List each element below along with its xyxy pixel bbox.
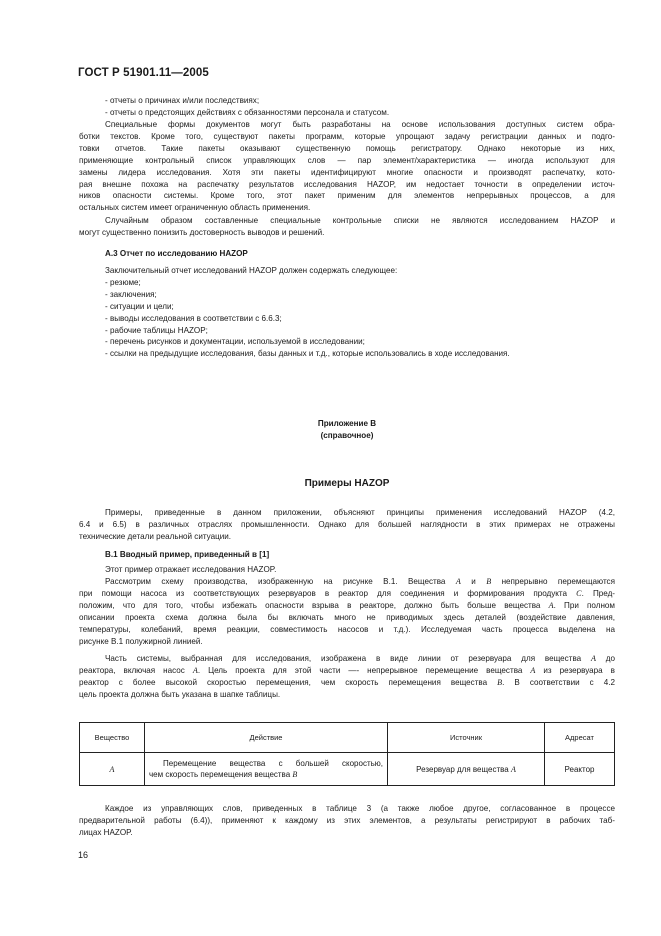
text-line: Каждое из управляющих слов, приведенных в таблице 3 (а также любое другое, согласованное в процессе <box>105 804 615 813</box>
text-line: при помощи насоса из соответствующих резервуаров в реактор для соединения и формирования продукта С. Пред- <box>79 588 615 598</box>
text-line: ботки текстов. Кроме того, существуют пакеты программ, которые упрощают задачу регистрации данных и подго- <box>79 131 615 141</box>
text-line: остальных систем имеет ограниченную область применения. <box>79 203 311 213</box>
text-line: Специальные формы документов могут быть разработаны на основе использования доступных систем обра- <box>105 120 615 129</box>
table-header-row <box>80 723 615 753</box>
section-a3-intro: Заключительный отчет исследований HAZOP должен содержать следующее: <box>105 266 398 275</box>
text-line: описании проекта схема должна была бы включать много не приводимых здесь деталей (воздействие давления, <box>79 612 615 622</box>
text-line: предварительной работы (6.4)), применяют к каждому из этих элементов, а результаты регистрируют в рабочих таб- <box>79 815 615 825</box>
text-line: товки отчетов. Такие пакеты оказывают существенную помощь регистратору. Однако некоторые из них, <box>79 143 615 153</box>
text-line: Рассмотрим схему производства, изображенную на рисунке В.1. Вещества А и В непрерывно перемещаются <box>105 577 615 586</box>
text-line: рая внешне похожа на распечатку результатов исследования HAZOP, им недостает точности в определении источ- <box>79 179 615 189</box>
paragraph-examples <box>79 507 615 543</box>
text-line: температуры, колебаний, время реакции, совместимость насосов и т.д.). Исследуемая часть процесса выделена на <box>79 624 615 634</box>
list-item: - ссылки на предыдущие исследования, базы данных и т.д., которые использовались в ходе исследования. <box>105 349 510 359</box>
text-line: 6.4 и 6.5) в различных отраслях промышленности. Однако для большей наглядности в этих примерах не отражены <box>79 519 615 529</box>
appendix-title: Примеры HAZOP <box>304 478 390 489</box>
list-item: - перечень рисунков и документации, используемой в исследовании; <box>105 337 365 347</box>
hazop-table <box>79 722 615 786</box>
section-b1-intro: Этот пример отражает исследования HAZOP. <box>105 565 277 574</box>
appendix-kind: (справочное) <box>320 431 374 440</box>
table-header: Адресат <box>545 723 615 753</box>
report-list <box>105 95 614 119</box>
section-a3-title: А.3 Отчет по исследованию HAZOP <box>105 249 248 258</box>
table-cell-source: Резервуар для вещества А <box>388 753 545 786</box>
list-item: - выводы исследования в соответствии с 6.6.3; <box>105 313 282 323</box>
table-header: Действие <box>145 723 388 753</box>
list-item: - отчеты о предстоящих действиях с обязанностями персонала и статусом. <box>105 107 390 117</box>
text-line: Примеры, приведенные в данном приложении, объясняют принципы применения исследований HAZOP (4.2, <box>105 508 615 517</box>
text-line: реактора, включая насос А. Цель проекта для этой части —- непрерывное перемещение вещества А из резервуара в <box>79 665 615 675</box>
paragraph-final <box>79 803 615 839</box>
list-item: - заключения; <box>105 289 157 299</box>
section-a3-body <box>105 265 614 360</box>
list-item: - ситуации и цели; <box>105 301 174 311</box>
list-item: - отчеты о причинах и/или последствиях; <box>105 96 260 105</box>
table-cell-action: Перемещение вещества с большей скоростью, чем скорость перемещения вещества В <box>145 753 388 786</box>
section-b1-title: В.1 Вводный пример, приведенный в [1] <box>105 550 270 559</box>
text-line: применяющие контрольный список управляющих слов — пар элемент/характеристика — иногда используют для <box>79 155 615 165</box>
paragraph-scheme <box>79 576 615 647</box>
list-item: - рабочие таблицы HAZOP; <box>105 325 208 335</box>
text-line: ников опасности системы. Кроме того, этот пакет применим для элементов непрерывных процессов, а для <box>79 191 615 201</box>
document-header: ГОСТ Р 51901.11—2005 <box>78 67 209 79</box>
table-header: Вещество <box>80 723 145 753</box>
page-number: 16 <box>78 850 89 860</box>
text-line: цель проекта должна быть указана в шапке таблицы. <box>79 689 281 699</box>
text-line: положим, что для того, чтобы избежать опасности взрыва в реакторе, должно быть больше вещества А. При полном <box>79 600 615 610</box>
text-line: лицах HAZOP. <box>79 827 133 837</box>
paragraph-part <box>79 653 615 701</box>
paragraph-random-lists <box>79 215 615 239</box>
text-line: Случайным образом составленные специальные контрольные списки не являются исследованием HAZOP и <box>105 216 615 225</box>
text-line: рисунке В.1 полужирной линией. <box>79 636 203 646</box>
table-header: Источник <box>388 723 545 753</box>
text-line: замены лидера исследования. Хотя эти пакеты идентифицируют многие опасности и производят распечатку, кото- <box>79 167 615 177</box>
table-row <box>80 753 615 786</box>
paragraph-special-forms <box>79 119 615 214</box>
text-line: реактор с более высокой скоростью перемещения, чем скорость перемещения вещества В. В соответствии с 4.2 <box>79 677 615 687</box>
appendix-label: Приложение В <box>317 419 377 428</box>
table-cell-target: Реактор <box>545 753 615 786</box>
text-line: технические детали реальной ситуации. <box>79 531 232 541</box>
text-line: Часть системы, выбранная для исследования, изображена в виде линии от резервуара для вещества А до <box>105 654 615 663</box>
list-item: - резюме; <box>105 277 141 287</box>
table-cell-substance: А <box>80 753 145 786</box>
text-line: могут существенно понизить достоверность выводов и решений. <box>79 227 325 237</box>
